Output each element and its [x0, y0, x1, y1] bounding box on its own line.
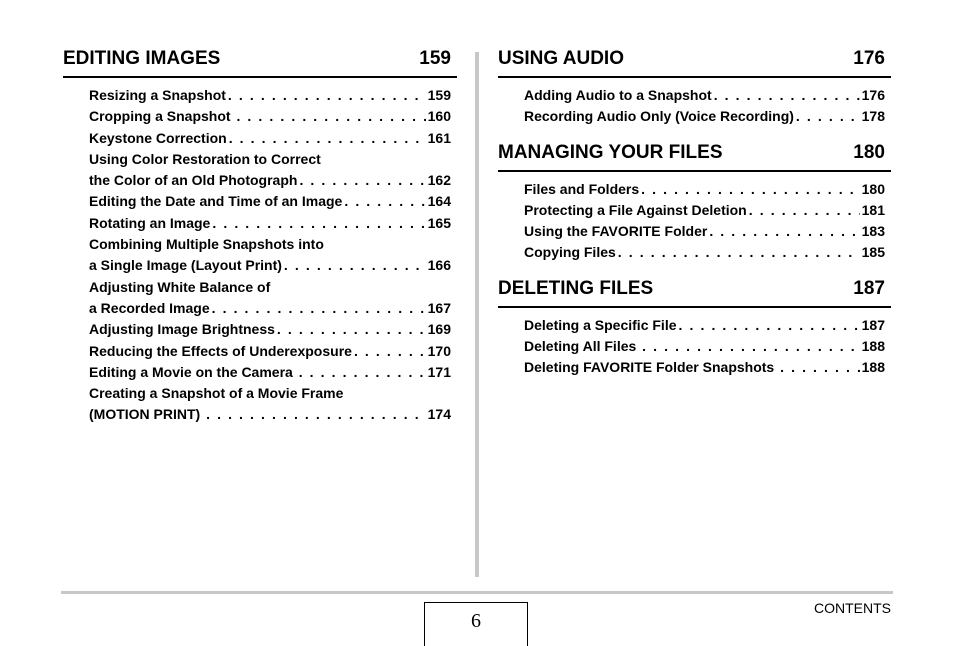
toc-entry-title: Protecting a File Against Deletion — [524, 201, 747, 218]
toc-entry-row — [89, 319, 451, 340]
toc-entry-list — [498, 78, 891, 128]
toc-entry-title: Adding Audio to a Snapshot — [524, 87, 712, 103]
dot-leader — [228, 85, 426, 106]
toc-entry-title: Keystone Correction — [89, 129, 227, 146]
section-title: MANAGING YOUR FILES — [498, 141, 723, 163]
dot-leader — [212, 213, 425, 234]
toc-entry-page: 161 — [427, 129, 451, 146]
toc-entry-row — [89, 191, 451, 212]
dot-leader — [709, 221, 859, 242]
toc-entry[interactable] — [89, 234, 451, 277]
toc-entry-row — [524, 221, 885, 242]
toc-entry-row — [524, 242, 885, 263]
dot-leader — [780, 357, 860, 378]
toc-entry-page: 176 — [861, 87, 885, 103]
toc-right-column — [498, 46, 891, 391]
contents-label: CONTENTS — [814, 600, 891, 616]
toc-entry-page: 183 — [861, 223, 885, 240]
toc-entry-page: 165 — [427, 214, 451, 231]
toc-entry[interactable] — [89, 191, 451, 212]
dot-leader — [284, 255, 426, 276]
dot-leader — [354, 341, 426, 362]
section-title: EDITING IMAGES — [63, 48, 221, 69]
dot-leader — [618, 242, 860, 263]
section-heading[interactable] — [498, 46, 891, 78]
toc-entry-page: 180 — [861, 180, 885, 197]
toc-entry-page: 188 — [861, 359, 885, 376]
toc-entry[interactable] — [89, 319, 451, 340]
dot-leader — [344, 191, 425, 212]
toc-entry-page: 187 — [861, 316, 885, 333]
dot-leader — [236, 106, 425, 127]
toc-entry[interactable] — [89, 149, 451, 192]
toc-entry-row — [524, 200, 885, 221]
toc-entry-title: Copying Files — [524, 244, 616, 261]
toc-entry-page: 188 — [861, 338, 885, 355]
toc-section — [498, 140, 891, 264]
toc-entry-title: Cropping a Snapshot — [89, 108, 235, 125]
toc-section — [498, 46, 891, 128]
toc-entry-page: 159 — [427, 87, 451, 103]
toc-entry-page: 174 — [427, 406, 451, 423]
dot-leader — [749, 200, 860, 221]
toc-entry[interactable] — [89, 362, 451, 383]
toc-entry-title: Deleting FAVORITE Folder Snapshots — [524, 359, 779, 376]
toc-entry-title: Recording Audio Only (Voice Recording) — [524, 108, 794, 125]
section-heading[interactable] — [63, 46, 457, 78]
toc-entry-row — [89, 170, 451, 191]
toc-entry-title: Editing a Movie on the Camera — [89, 363, 297, 380]
toc-entry[interactable] — [89, 106, 451, 127]
toc-entry-page: 166 — [427, 257, 451, 274]
toc-entry-title: Editing the Date and Time of an Image — [89, 193, 343, 210]
toc-entry[interactable] — [524, 315, 885, 336]
toc-entry-title: Deleting a Specific File — [524, 316, 677, 333]
toc-entry-row — [89, 255, 451, 276]
section-page: 180 — [853, 141, 885, 163]
toc-entry-title: Adjusting Image Brightness — [89, 321, 275, 338]
toc-entry-title: Using the FAVORITE Folder — [524, 223, 708, 240]
dot-leader — [714, 85, 860, 106]
toc-entry-list — [498, 308, 891, 379]
toc-entry-row — [524, 106, 885, 127]
toc-entry-row — [89, 213, 451, 234]
toc-entry-page: 171 — [427, 363, 451, 380]
section-title: DELETING FILES — [498, 277, 654, 299]
toc-entry-title: a Single Image (Layout Print) — [89, 257, 282, 274]
toc-entry-row — [524, 357, 885, 378]
toc-entry-title: Deleting All Files — [524, 338, 641, 355]
toc-entry-title: Reducing the Effects of Underexposure — [89, 342, 352, 359]
toc-entry[interactable] — [524, 200, 885, 221]
toc-entry[interactable] — [524, 221, 885, 242]
toc-entry-page: 162 — [427, 172, 451, 189]
toc-entry-row — [89, 341, 451, 362]
toc-entry[interactable] — [89, 85, 451, 106]
toc-entry-row — [524, 336, 885, 357]
toc-entry[interactable] — [524, 242, 885, 263]
dot-leader — [299, 362, 426, 383]
section-heading[interactable] — [498, 140, 891, 172]
section-page: 159 — [419, 48, 451, 69]
toc-entry-row — [89, 298, 451, 319]
dot-leader — [642, 336, 859, 357]
toc-entry[interactable] — [89, 128, 451, 149]
toc-entry-row — [89, 128, 451, 149]
toc-entry-page: 169 — [427, 321, 451, 338]
footer-rule — [61, 591, 893, 594]
toc-entry-title: Rotating an Image — [89, 214, 211, 231]
toc-section — [498, 276, 891, 379]
toc-entry-row — [89, 362, 451, 383]
toc-entry-title-line1: Combining Multiple Snapshots into — [89, 236, 324, 253]
page-number: 6 — [424, 602, 528, 646]
toc-entry[interactable] — [89, 277, 451, 320]
toc-entry[interactable] — [524, 357, 885, 378]
dot-leader — [206, 404, 426, 425]
dot-leader — [679, 315, 860, 336]
toc-entry[interactable] — [524, 106, 885, 127]
toc-entry-page: 185 — [861, 244, 885, 261]
toc-entry-row — [89, 404, 451, 425]
toc-entry[interactable] — [524, 85, 885, 106]
toc-entry-list — [63, 78, 457, 426]
toc-entry-page: 167 — [427, 299, 451, 316]
toc-entry[interactable] — [89, 383, 451, 426]
toc-entry-row — [89, 85, 451, 106]
dot-leader — [641, 179, 860, 200]
toc-entry-title-line1: Creating a Snapshot of a Movie Frame — [89, 385, 344, 402]
column-divider — [475, 52, 479, 577]
toc-entry[interactable] — [524, 179, 885, 200]
toc-entry-row — [524, 85, 885, 106]
toc-entry-title: Resizing a Snapshot — [89, 87, 226, 103]
dot-leader — [212, 298, 426, 319]
toc-entry-row — [524, 315, 885, 336]
toc-entry[interactable] — [89, 213, 451, 234]
dot-leader — [796, 106, 860, 127]
toc-entry-title-line1: Adjusting White Balance of — [89, 278, 271, 295]
toc-entry[interactable] — [89, 341, 451, 362]
toc-entry-page: 181 — [861, 201, 885, 218]
toc-entry-title-line1: Using Color Restoration to Correct — [89, 150, 321, 167]
section-page: 176 — [853, 48, 885, 69]
toc-entry-page: 164 — [427, 193, 451, 210]
toc-entry-page: 160 — [427, 108, 451, 125]
toc-left-column — [63, 46, 457, 438]
toc-entry[interactable] — [524, 336, 885, 357]
section-page: 187 — [853, 277, 885, 299]
toc-entry-list — [498, 172, 891, 264]
toc-entry-title: the Color of an Old Photograph — [89, 172, 298, 189]
toc-entry-page: 170 — [427, 342, 451, 359]
dot-leader — [277, 319, 426, 340]
toc-entry-title: Files and Folders — [524, 180, 640, 197]
dot-leader — [299, 170, 425, 191]
toc-entry-row — [89, 106, 451, 127]
section-title: USING AUDIO — [498, 48, 624, 69]
toc-entry-row — [524, 179, 885, 200]
toc-entry-title: (MOTION PRINT) — [89, 406, 205, 423]
toc-entry-title: a Recorded Image — [89, 299, 210, 316]
toc-section — [63, 46, 457, 426]
section-heading[interactable] — [498, 276, 891, 308]
dot-leader — [229, 128, 426, 149]
toc-entry-page: 178 — [861, 108, 885, 125]
